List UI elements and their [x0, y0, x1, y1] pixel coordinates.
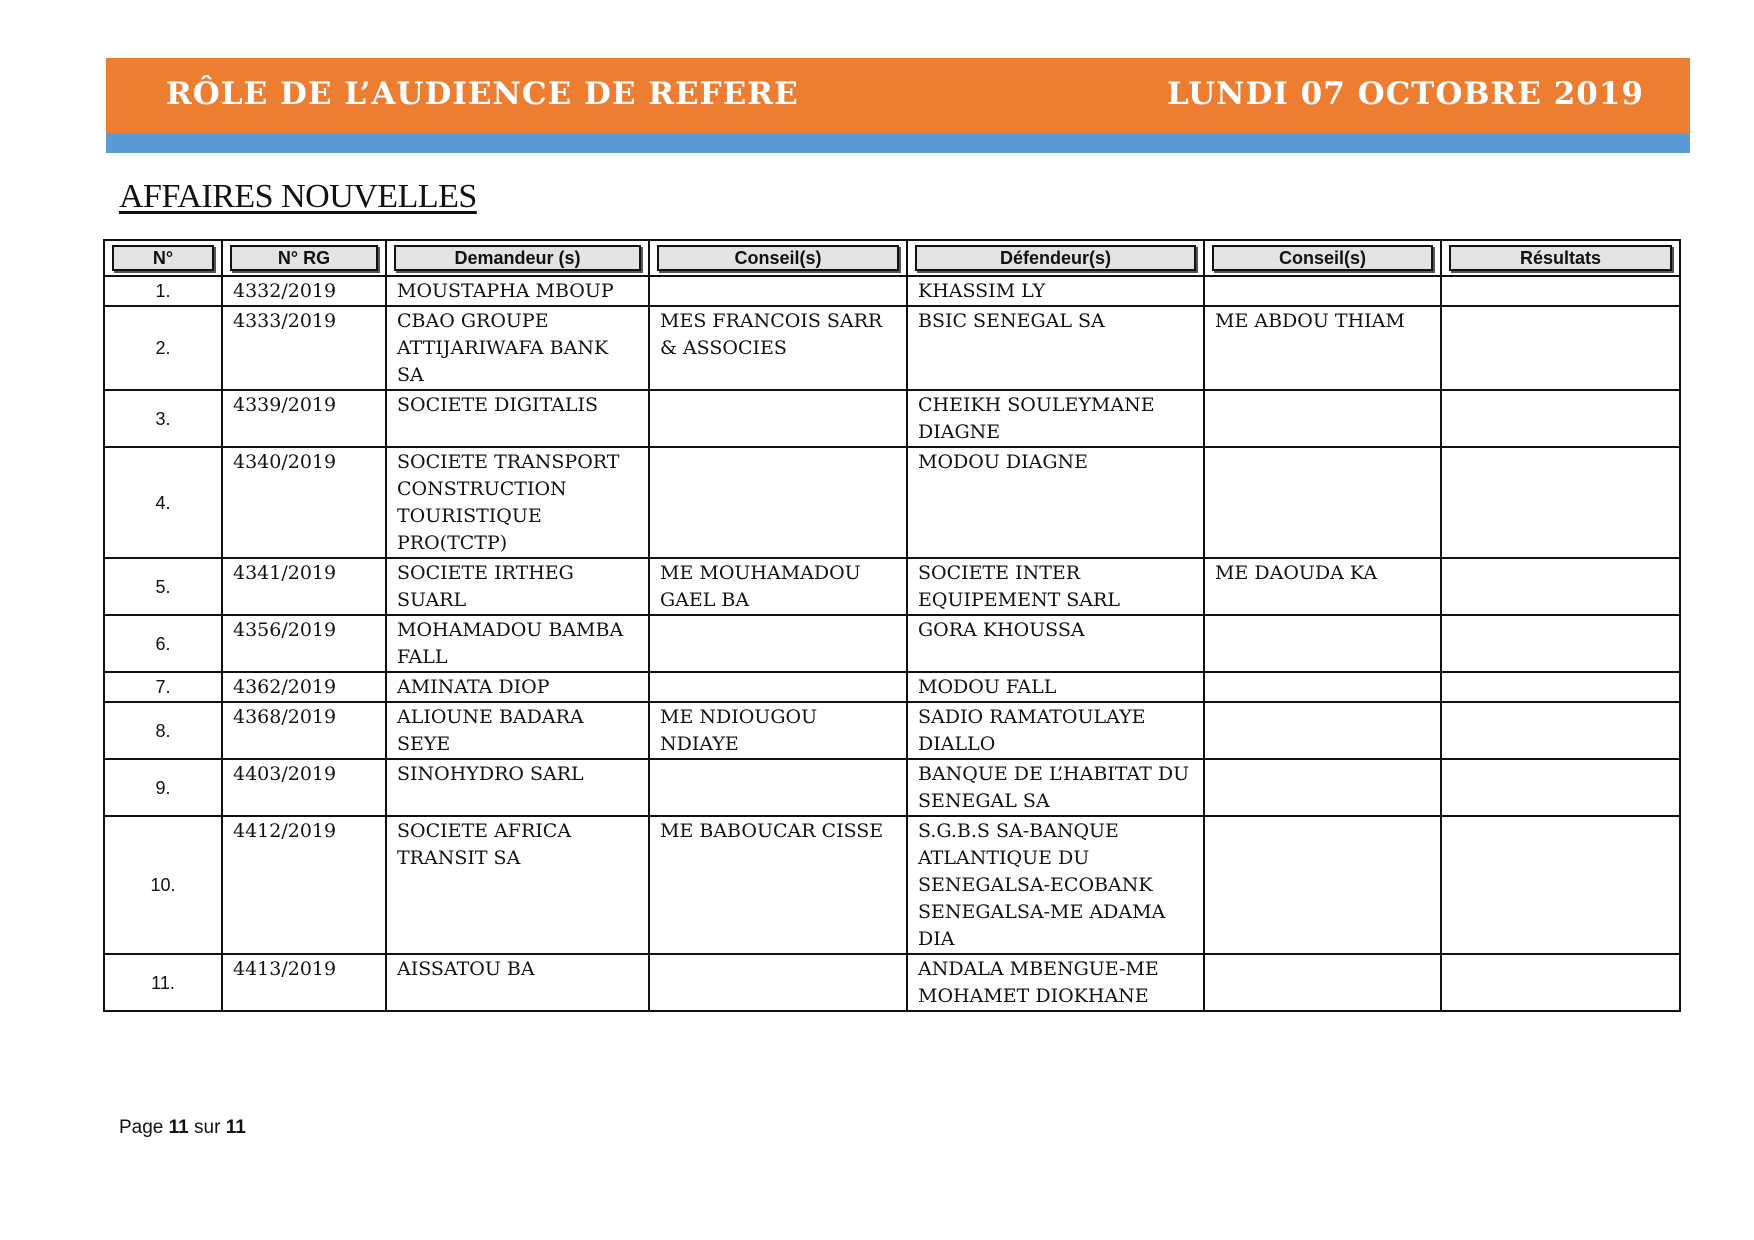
cell-demandeur: SOCIETE TRANSPORT CONSTRUCTION TOURISTIQUE PRO(TCTP)	[386, 447, 649, 558]
cell-resultat	[1441, 954, 1680, 1011]
cell-rg: 4341/2019	[222, 558, 386, 615]
page-footer: Page 11 sur 11	[119, 1117, 246, 1138]
cell-conseil-demandeur: ME NDIOUGOU NDIAYE	[649, 702, 907, 759]
cell-rg: 4332/2019	[222, 276, 386, 306]
hearing-date: LUNDI 07 OCTOBRE 2019	[1167, 76, 1644, 112]
cell-demandeur: MOHAMADOU BAMBA FALL	[386, 615, 649, 672]
column-header-defendeur: Défendeur(s)	[907, 240, 1204, 276]
cases-table	[103, 239, 1681, 1012]
cell-conseil-demandeur: ME MOUHAMADOU GAEL BA	[649, 558, 907, 615]
table-row	[104, 816, 1680, 954]
cell-conseil-defendeur	[1204, 390, 1441, 447]
cell-defendeur: BANQUE DE L’HABITAT DU SENEGAL SA	[907, 759, 1204, 816]
cell-resultat	[1441, 558, 1680, 615]
cell-conseil-defendeur	[1204, 615, 1441, 672]
table-row	[104, 954, 1680, 1011]
table-row	[104, 306, 1680, 390]
cell-resultat	[1441, 672, 1680, 702]
cell-conseil-demandeur	[649, 759, 907, 816]
cell-conseil-defendeur	[1204, 672, 1441, 702]
cell-demandeur: SINOHYDRO SARL	[386, 759, 649, 816]
cell-defendeur: SADIO RAMATOULAYE DIALLO	[907, 702, 1204, 759]
table-row	[104, 759, 1680, 816]
cell-defendeur: MODOU FALL	[907, 672, 1204, 702]
cell-demandeur: ALIOUNE BADARA SEYE	[386, 702, 649, 759]
cell-defendeur: KHASSIM LY	[907, 276, 1204, 306]
cell-demandeur: SOCIETE AFRICA TRANSIT SA	[386, 816, 649, 954]
cell-conseil-demandeur	[649, 615, 907, 672]
table-row	[104, 276, 1680, 306]
cell-defendeur: GORA KHOUSSA	[907, 615, 1204, 672]
cell-resultat	[1441, 759, 1680, 816]
cell-rg: 4362/2019	[222, 672, 386, 702]
page-total: 11	[225, 1117, 246, 1138]
cell-conseil-defendeur	[1204, 702, 1441, 759]
cell-conseil-demandeur	[649, 276, 907, 306]
cell-demandeur: MOUSTAPHA MBOUP	[386, 276, 649, 306]
column-header-number: N°	[104, 240, 222, 276]
cell-number: 11.	[104, 954, 222, 1011]
cell-conseil-defendeur: ME DAOUDA KA	[1204, 558, 1441, 615]
cell-number: 5.	[104, 558, 222, 615]
cell-number: 2.	[104, 306, 222, 390]
table-row	[104, 672, 1680, 702]
cell-resultat	[1441, 816, 1680, 954]
table-row	[104, 447, 1680, 558]
table-header-row	[104, 240, 1680, 276]
cell-number: 9.	[104, 759, 222, 816]
cell-demandeur: AMINATA DIOP	[386, 672, 649, 702]
table-row	[104, 702, 1680, 759]
column-header-rg: N° RG	[222, 240, 386, 276]
cell-rg: 4368/2019	[222, 702, 386, 759]
cell-rg: 4403/2019	[222, 759, 386, 816]
document-title: RÔLE DE L’AUDIENCE DE REFERE	[166, 76, 799, 112]
cell-defendeur: S.G.B.S SA-BANQUE ATLANTIQUE DU SENEGALSA-ECOBANK SENEGALSA-ME ADAMA DIA	[907, 816, 1204, 954]
table-row	[104, 615, 1680, 672]
cell-conseil-demandeur	[649, 954, 907, 1011]
cell-resultat	[1441, 306, 1680, 390]
table-row	[104, 390, 1680, 447]
cell-rg: 4412/2019	[222, 816, 386, 954]
table-row	[104, 558, 1680, 615]
cell-conseil-demandeur	[649, 447, 907, 558]
cell-number: 8.	[104, 702, 222, 759]
column-header-demandeur: Demandeur (s)	[386, 240, 649, 276]
cell-conseil-defendeur	[1204, 759, 1441, 816]
column-header-resultats: Résultats	[1441, 240, 1680, 276]
cell-rg: 4356/2019	[222, 615, 386, 672]
column-header-conseil-demandeur: Conseil(s)	[649, 240, 907, 276]
cell-number: 7.	[104, 672, 222, 702]
cell-rg: 4339/2019	[222, 390, 386, 447]
cell-defendeur: MODOU DIAGNE	[907, 447, 1204, 558]
table-body	[104, 276, 1680, 1011]
cell-resultat	[1441, 390, 1680, 447]
cell-number: 4.	[104, 447, 222, 558]
header-stripe	[106, 133, 1690, 153]
cell-resultat	[1441, 447, 1680, 558]
cell-number: 6.	[104, 615, 222, 672]
column-header-conseil-defendeur: Conseil(s)	[1204, 240, 1441, 276]
cell-demandeur: SOCIETE IRTHEG SUARL	[386, 558, 649, 615]
header-banner	[106, 58, 1690, 133]
cell-demandeur: SOCIETE DIGITALIS	[386, 390, 649, 447]
cell-resultat	[1441, 276, 1680, 306]
cell-conseil-demandeur: ME BABOUCAR CISSE	[649, 816, 907, 954]
cell-conseil-defendeur	[1204, 276, 1441, 306]
cell-conseil-demandeur	[649, 672, 907, 702]
cell-demandeur: CBAO GROUPE ATTIJARIWAFA BANK SA	[386, 306, 649, 390]
cell-defendeur: CHEIKH SOULEYMANE DIAGNE	[907, 390, 1204, 447]
cell-conseil-demandeur: MES FRANCOIS SARR & ASSOCIES	[649, 306, 907, 390]
cell-defendeur: BSIC SENEGAL SA	[907, 306, 1204, 390]
cell-conseil-defendeur	[1204, 816, 1441, 954]
cell-conseil-defendeur: ME ABDOU THIAM	[1204, 306, 1441, 390]
cell-defendeur: ANDALA MBENGUE-ME MOHAMET DIOKHANE	[907, 954, 1204, 1011]
cell-conseil-demandeur	[649, 390, 907, 447]
cell-resultat	[1441, 615, 1680, 672]
cell-number: 1.	[104, 276, 222, 306]
section-title: AFFAIRES NOUVELLES	[119, 178, 477, 215]
cell-defendeur: SOCIETE INTER EQUIPEMENT SARL	[907, 558, 1204, 615]
cell-conseil-defendeur	[1204, 447, 1441, 558]
cell-number: 10.	[104, 816, 222, 954]
cell-rg: 4333/2019	[222, 306, 386, 390]
cell-resultat	[1441, 702, 1680, 759]
cell-rg: 4340/2019	[222, 447, 386, 558]
cell-rg: 4413/2019	[222, 954, 386, 1011]
cell-demandeur: AISSATOU BA	[386, 954, 649, 1011]
cell-number: 3.	[104, 390, 222, 447]
cell-conseil-defendeur	[1204, 954, 1441, 1011]
page-current: 11	[168, 1117, 189, 1138]
